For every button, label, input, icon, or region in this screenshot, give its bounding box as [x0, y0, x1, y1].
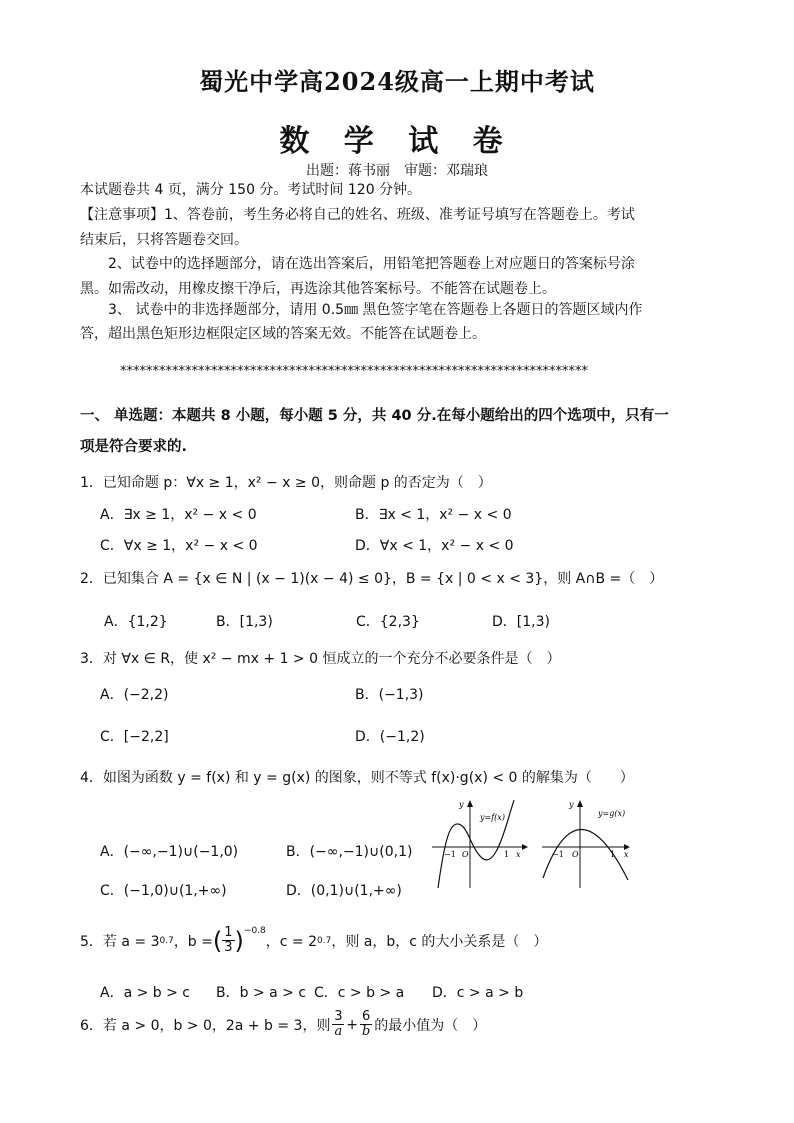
graph-g	[540, 798, 640, 890]
graph-g-y-label: y	[569, 800, 574, 809]
question-4-option-c: C．(−1,0)∪(1,+∞)	[100, 883, 227, 899]
graph-g-curve-label: y=g(x)	[598, 809, 626, 818]
question-2-option-d: D．[1,3)	[492, 614, 550, 630]
question-3-option-d: D．(−1,2)	[355, 729, 425, 745]
exam-authors: 出题：蒋书丽 审题：邓瑞琅	[306, 163, 488, 179]
question-2-option-c: C．{2,3}	[356, 614, 420, 630]
question-5-option-a: A．a > b > c	[100, 985, 191, 1001]
note-1-line-b: 结束后，只将答题卷交回。	[80, 232, 248, 248]
question-2-option-a: A．{1,2}	[104, 614, 168, 630]
question-5-exponent-a: 0.7	[159, 935, 174, 946]
question-5-stem-a: 5．若 a = 3	[80, 933, 160, 950]
question-4-option-a: A．(−∞,−1)∪(−1,0)	[100, 844, 239, 860]
question-5-stem-d: ，则 a，b，c 的大小关系是（ ）	[331, 933, 548, 950]
note-2-line-a: 2、试卷中的选择题部分，请在选出答案后，用铅笔把答题卷上对应题日的答案标号涂	[108, 256, 635, 272]
question-6-stem	[80, 1010, 486, 1039]
question-6-plus: +	[346, 1016, 358, 1033]
note-3-line-b: 答，超出黑色矩形边框限定区域的答案无效。不能答在试题卷上。	[80, 326, 486, 342]
question-5-fraction-num: 1	[224, 925, 233, 940]
question-5-exponent-c: 0.7	[317, 935, 332, 946]
graph-f-x-label: x	[516, 850, 521, 859]
graph-f-origin-label: O	[462, 850, 469, 859]
question-6-fraction-1-den: a	[334, 1024, 343, 1039]
question-4-stem: 4．如图为函数 y = f(x) 和 y = g(x) 的图象，则不等式 f(x)·g(x) < 0 的解集为（ ）	[80, 770, 634, 786]
question-3-stem: 3．对 ∀x ∈ R，使 x² − mx + 1 > 0 恒成立的一个充分不必要条件是（ ）	[80, 651, 561, 667]
question-4-option-b: B．(−∞,−1)∪(0,1)	[286, 844, 413, 860]
graph-f-tick-pos: 1	[504, 850, 510, 859]
separator-stars: ************************************************************************	[120, 364, 588, 379]
question-5-paren-open: (	[212, 926, 223, 955]
question-5-fraction-den: 3	[224, 940, 233, 955]
note-3-line-a: 3、 试卷中的非选择题部分，请用 0.5㎜ 黑色签字笔在答题卷上各题日的答题区域内作	[108, 302, 643, 318]
note-1-line-a: 【注意事项】1、答卷前，考生务必将自己的姓名、班级、准考证号填写在答题卷上。考试	[80, 207, 635, 223]
question-5-stem-b: ，b =	[173, 933, 213, 950]
question-3-option-a: A．(−2,2)	[100, 687, 169, 703]
graph-f-tick-neg: −1	[444, 850, 456, 859]
graph-g-origin-label: O	[572, 850, 579, 859]
question-4-option-d: D．(0,1)∪(1,+∞)	[286, 883, 402, 899]
section-heading-line-a: 一、 单选题：本题共 8 小题，每小题 5 分，共 40 分.在每小题给出的四个选项中，只有一	[80, 408, 669, 424]
question-1-option-c: C．∀x ≥ 1，x² − x < 0	[100, 538, 258, 554]
question-3-option-b: B．(−1,3)	[355, 687, 424, 703]
graph-g-tick-neg: −1	[552, 850, 564, 859]
exam-subject-title: 数 学 试 卷	[279, 124, 515, 159]
question-5-stem-c: ，c = 2	[265, 933, 318, 950]
question-2-option-b: B．[1,3)	[216, 614, 273, 630]
question-5-fraction	[222, 926, 234, 955]
question-5-option-b: B．b > a > c	[216, 985, 307, 1001]
question-6-fraction-2	[360, 1010, 372, 1039]
question-6-fraction-2-den: b	[361, 1024, 371, 1039]
question-6-stem-a: 6．若 a > 0，b > 0，2a + b = 3，则	[80, 1017, 331, 1034]
question-5-option-d: D．c > a > b	[432, 985, 524, 1001]
question-1-option-b: B．∃x < 1，x² − x < 0	[355, 507, 512, 523]
question-5-stem	[80, 926, 547, 955]
graph-f-x-arrow	[522, 844, 528, 850]
question-6-stem-b: 的最小值为（ ）	[374, 1017, 487, 1034]
graph-f-y-arrow	[467, 800, 473, 807]
question-1-option-d: D．∀x < 1，x² − x < 0	[355, 538, 514, 554]
intro-line: 本试题卷共 4 页，满分 150 分。考试时间 120 分钟。	[80, 182, 422, 198]
note-2-line-b: 黑。如需改动，用橡皮擦干净后，再选涂其他答案标号。不能答在试题卷上。	[80, 281, 556, 297]
question-6-fraction-2-num: 6	[361, 1009, 371, 1024]
graph-f-y-label: y	[459, 800, 464, 809]
graph-f	[430, 798, 530, 890]
question-5-exponent-b: −0.8	[243, 926, 266, 936]
question-5-option-c: C．c > b > a	[314, 985, 405, 1001]
question-6-fraction-1	[332, 1010, 344, 1039]
graph-g-x-label: x	[624, 850, 629, 859]
graph-f-curve-label: y=f(x)	[480, 813, 505, 822]
question-1-stem: 1．已知命题 p：∀x ≥ 1，x² − x ≥ 0，则命题 p 的否定为（ ）	[80, 475, 492, 491]
exam-school-title: 蜀光中学高2024级高一上期中考试	[199, 67, 595, 96]
question-6-fraction-1-num: 3	[334, 1009, 343, 1024]
graph-g-tick-pos: 1	[610, 850, 616, 859]
question-5-paren-close: )	[234, 926, 244, 955]
graph-g-y-arrow	[577, 800, 583, 807]
question-2-stem: 2．已知集合 A = {x ∈ N | (x − 1)(x − 4) ≤ 0}，B = {x | 0 < x < 3}，则 A∩B =（ ）	[80, 571, 664, 587]
question-3-option-c: C．[−2,2]	[100, 729, 169, 745]
section-heading-line-b: 项是符合要求的.	[80, 439, 188, 455]
question-1-option-a: A．∃x ≥ 1，x² − x < 0	[100, 507, 257, 523]
